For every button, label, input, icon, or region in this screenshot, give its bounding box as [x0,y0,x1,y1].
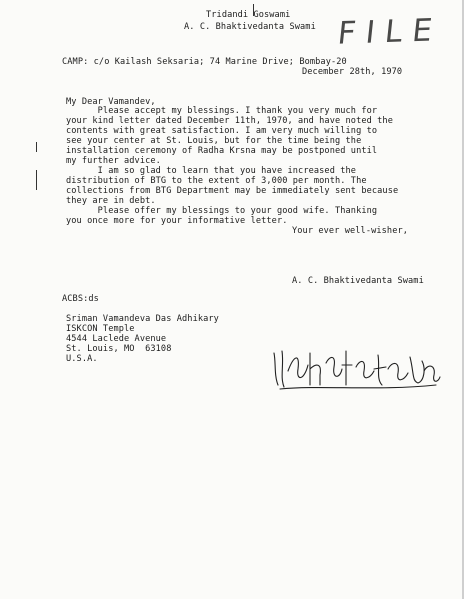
header-title: A. C. Bhaktivedanta Swami [184,22,316,32]
handwritten-signature [270,345,440,395]
margin-mark [36,142,37,152]
body-line: contents with great satisfaction. I am very much willing to [66,126,378,136]
body-line: Please offer my blessings to your good wife. Thanking [66,206,378,216]
address-line: St. Louis, MO 63108 [66,344,172,354]
letter-date: December 28th, 1970 [302,67,403,77]
body-line: collections from BTG Department may be immediately sent because [66,186,399,196]
body-line: installation ceremony of Radha Krsna may be postponed until [66,146,378,156]
closing: Your ever well-wisher, [292,226,409,236]
address-line: U.S.A. [66,354,98,364]
signatory-name: A. C. Bhaktivedanta Swami [292,276,424,286]
file-stamp: FILE [335,12,444,52]
body-line: distribution of BTG to the extent of 3,000 per month. The [66,176,367,186]
margin-mark [36,170,37,190]
body-line: they are in debt. [66,196,156,206]
address-line: Sriman Vamandeva Das Adhikary [66,314,219,324]
address-line: ISKCON Temple [66,324,135,334]
salutation: My Dear Vamandev, [66,97,156,107]
header-name: Tridandi Goswami [206,10,291,20]
body-line: see your center at St. Louis, but for the time being the [66,136,362,146]
camp-address: CAMP: c/o Kailash Seksaria; 74 Marine Drive; Bombay-20 [62,57,347,67]
body-line: I am so glad to learn that you have increased the [66,166,357,176]
body-line: you once more for your informative letter. [66,216,288,226]
body-line: my further advice. [66,156,161,166]
address-line: 4544 Laclede Avenue [66,334,167,344]
body-line: Please accept my blessings. I thank you very much for [66,106,378,116]
reference-initials: ACBS:ds [62,294,99,304]
body-line: your kind letter dated December 11th, 1970, and have noted the [66,116,393,126]
